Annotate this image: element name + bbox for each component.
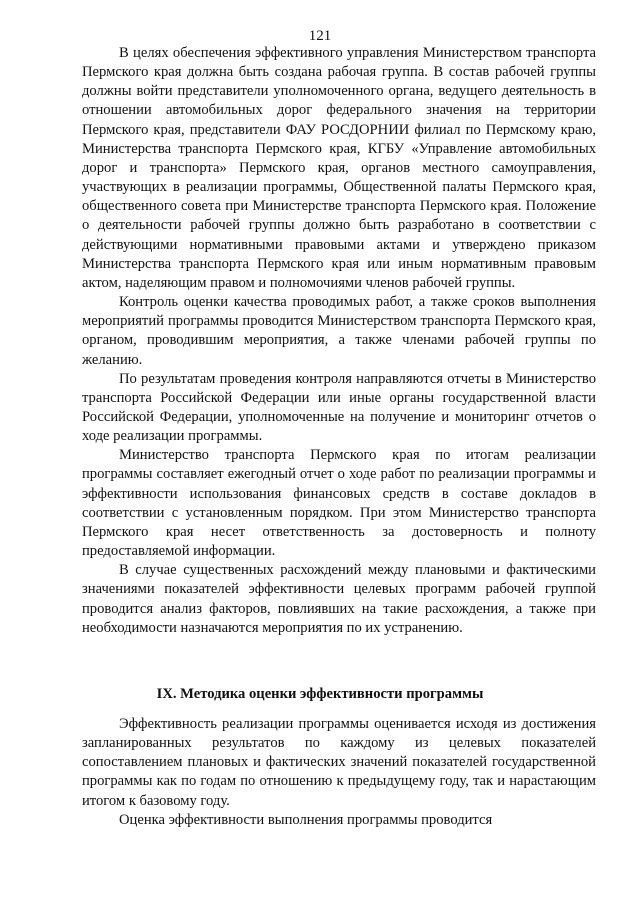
section-body-text (82, 715, 596, 830)
body-text (82, 44, 596, 638)
paragraph-control-results: По результатам проведения контроля направляются отчеты в Министерство транспорта Российской Федерации или иные органы государственной власти Российской Федерации, уполномоченные на получение и мониторинг отчетов о ходе реализации программы. (82, 370, 596, 445)
paragraph-effectiveness: Эффективность реализации программы оценивается исходя из достижения запланированных результатов по каждому из целевых показателей сопоставлением плановых и фактических значений показателей государственной программы как по годам по отношению к предыдущему году, так и нарастающим итогом к базовому году. (82, 716, 596, 809)
paragraph-evaluation: Оценка эффективности выполнения программы проводится (119, 811, 493, 828)
page-number: 121 (308, 28, 332, 44)
paragraph-working-group: В целях обеспечения эффективного управления Министерством транспорта Пермского края должна быть создана рабочая группа. В состав рабочей группы должны войти представители уполномоченного органа, ведущего деятельность в отношении автомобильных дорог федерального значения на территории Пермского края, представители ФАУ РОСДОРНИИ филиал по Пермскому краю, Министерства транспорта Пермского края, КГБУ «Управление автомобильных дорог и транспорта» Пермского края, органов местного самоуправления, участвующих в реализации программы, Общественной палаты Пермского края, общественного совета при Министерстве транспорта Пермского края. Положение о деятельности рабочей группы должно быть разработано в соответствии с действующими нормативными правовыми актами и утверждено приказом Министерства транспорта Пермского края или иным нормативным правовым актом, наделяющим правом и полномочиями членов рабочей группы. (82, 45, 596, 291)
paragraph-annual-report: Министерство транспорта Пермского края по итогам реализации программы составляет ежегодный отчет о ходе работ по реализации программы и эффективности использования финансовых средств в составе докладов в соответствии с установленным порядком. При этом Министерство транспорта Пермского края несет ответственность за достоверность и полноту предоставляемой информации. (82, 447, 596, 560)
paragraph-discrepancies: В случае существенных расхождений между плановыми и фактическими значениями показателей эффективности целевых программ рабочей группой проводится анализ факторов, повлиявших на такие расхождения, а также при необходимости назначаются мероприятия по их устранению. (82, 562, 596, 636)
paragraph-quality-control: Контроль оценки качества проводимых работ, а также сроков выполнения мероприятий программы проводится Министерством транспорта Пермского края, органом, проводившим мероприятия, а также членами рабочей группы по желанию. (82, 294, 596, 368)
section-heading: IX. Методика оценки эффективности программы (156, 686, 484, 702)
